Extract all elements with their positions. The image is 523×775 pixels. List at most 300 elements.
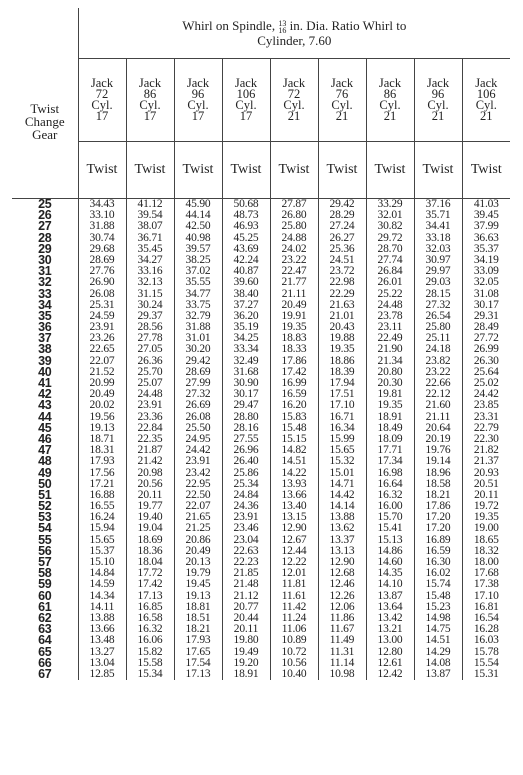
twist-value: 25.07 (137, 377, 163, 389)
gear-value: 41 (38, 376, 52, 390)
twist-label: Twist (318, 142, 366, 199)
twist-value: 12.46 (329, 578, 355, 591)
twist-value: 29.68 (89, 242, 115, 255)
twist-value: 29.42 (329, 198, 355, 210)
twist-value: 13.93 (281, 477, 307, 490)
twist-value: 11.81 (281, 578, 307, 591)
column-header-8 (414, 59, 462, 142)
gear-value: 45 (38, 420, 52, 435)
twist-value: 15.83 (281, 410, 307, 423)
column-header-line: Jack (186, 76, 210, 90)
twist-value: 13.13 (329, 544, 355, 557)
twist-value: 45.90 (185, 198, 211, 210)
twist-value: 22.23 (233, 556, 259, 568)
twist-value: 28.16 (233, 421, 259, 434)
twist-value: 20.13 (185, 556, 211, 568)
twist-value: 44.14 (185, 209, 211, 222)
twist-value: 20.77 (233, 600, 259, 613)
twist-value: 19.81 (377, 388, 403, 401)
gear-value: 26 (38, 208, 52, 223)
twist-value: 15.48 (281, 421, 307, 434)
twist-value: 20.51 (473, 477, 499, 490)
twist-value: 21.01 (329, 309, 355, 322)
twist-value: 15.15 (281, 432, 307, 445)
twist-value: 41.03 (473, 198, 499, 210)
gear-value: 46 (38, 431, 52, 446)
twist-value: 14.82 (281, 444, 307, 457)
gear-value: 48 (38, 454, 52, 469)
twist-value: 23.04 (233, 533, 259, 546)
twist-value-column-5 (270, 199, 318, 681)
twist-value: 19.35 (329, 343, 355, 356)
twist-value: 11.31 (329, 645, 355, 658)
twist-value-column-9 (462, 199, 510, 681)
column-header-line: 17 (143, 109, 157, 123)
twist-value: 32.49 (233, 354, 259, 367)
twist-value: 20.11 (137, 488, 163, 501)
twist-value: 18.49 (377, 421, 403, 434)
twist-value: 23.31 (473, 410, 499, 423)
twist-value: 20.44 (233, 611, 259, 624)
gear-value: 35 (38, 308, 52, 323)
twist-value: 12.90 (329, 556, 355, 568)
twist-value: 18.09 (377, 432, 403, 445)
twist-value: 24.84 (233, 488, 259, 501)
twist-value: 26.36 (137, 354, 163, 367)
twist-value: 17.34 (377, 455, 403, 468)
gear-value: 62 (38, 610, 52, 625)
twist-value: 20.19 (425, 432, 451, 445)
twist-value: 14.98 (425, 611, 451, 624)
column-header-line: Jack (90, 76, 114, 90)
twist-value: 20.11 (233, 623, 259, 636)
twist-value: 15.54 (473, 656, 499, 669)
twist-value: 21.42 (137, 455, 163, 468)
twist-value: 20.02 (89, 399, 115, 412)
twist-value: 28.69 (185, 365, 211, 378)
twist-value: 18.91 (377, 410, 403, 423)
column-header-line: Cyl. (283, 98, 305, 112)
column-header-7 (366, 59, 414, 142)
twist-value: 32.03 (425, 242, 451, 255)
column-header-line: Cyl. (139, 98, 161, 112)
gear-value: 28 (38, 230, 52, 245)
twist-value: 18.96 (425, 466, 451, 479)
gear-value: 54 (38, 521, 52, 536)
twist-value: 13.15 (281, 511, 307, 524)
twist-value: 32.01 (377, 209, 403, 222)
twist-value: 29.47 (233, 399, 259, 412)
twist-value: 16.54 (473, 611, 499, 624)
twist-value: 22.66 (425, 377, 451, 389)
gear-value: 43 (38, 398, 52, 413)
twist-value: 18.21 (425, 488, 451, 501)
twist-value: 12.67 (281, 533, 307, 546)
twist-value: 13.37 (329, 533, 355, 546)
twist-value: 18.32 (473, 544, 499, 557)
twist-value: 20.49 (185, 544, 211, 557)
twist-value: 19.00 (473, 522, 499, 535)
twist-value: 14.34 (89, 589, 115, 602)
gear-value: 66 (38, 655, 52, 670)
twist-value: 30.82 (377, 220, 403, 233)
twist-value: 21.34 (377, 354, 403, 367)
twist-value: 16.03 (473, 634, 499, 647)
twist-value: 30.24 (137, 298, 163, 311)
twist-value: 37.16 (425, 198, 451, 210)
twist-value: 35.19 (233, 321, 259, 334)
gear-value: 59 (38, 577, 52, 592)
twist-value: 16.85 (137, 600, 163, 613)
column-header-line: 106 (236, 87, 256, 101)
twist-value: 20.43 (329, 321, 355, 334)
twist-value: 35.45 (137, 242, 163, 255)
twist-value: 28.49 (473, 321, 499, 334)
twist-value: 20.11 (474, 488, 499, 501)
twist-value: 18.04 (137, 556, 163, 568)
twist-value: 32.05 (473, 276, 499, 289)
gear-value: 30 (38, 252, 52, 267)
twist-value: 25.64 (473, 365, 499, 378)
twist-value: 33.09 (473, 265, 499, 278)
gear-value: 53 (38, 510, 52, 525)
twist-value: 24.48 (377, 298, 403, 311)
twist-value: 14.10 (377, 578, 403, 591)
twist-value: 18.51 (185, 611, 211, 624)
twist-value-column-7 (366, 199, 414, 681)
column-header-line: 21 (480, 109, 493, 123)
twist-value: 16.55 (89, 500, 115, 513)
twist-value: 26.08 (89, 287, 115, 300)
twist-value: 10.40 (281, 667, 307, 680)
twist-value: 17.86 (281, 354, 307, 367)
twist-value: 33.34 (233, 343, 259, 356)
twist-value: 31.15 (137, 287, 163, 300)
twist-value: 18.00 (473, 556, 499, 568)
twist-value: 38.40 (233, 287, 259, 300)
twist-value: 20.49 (281, 298, 307, 311)
column-header-line: 21 (431, 109, 445, 123)
gear-value: 57 (38, 555, 52, 569)
column-header-line: 17 (191, 109, 205, 123)
twist-value: 13.64 (377, 600, 403, 613)
twist-label-row (12, 142, 510, 199)
twist-value: 24.95 (185, 432, 211, 445)
twist-value: 17.94 (329, 377, 355, 389)
gear-value: 64 (38, 633, 52, 648)
column-header-line: Cyl. (91, 98, 113, 112)
twist-value: 22.98 (329, 276, 355, 289)
twist-value: 36.20 (233, 309, 259, 322)
twist-value: 16.88 (89, 488, 115, 501)
twist-value: 10.72 (281, 645, 307, 658)
twist-value: 14.60 (377, 556, 403, 568)
twist-value: 31.68 (233, 365, 259, 378)
column-header-line: Jack (475, 76, 498, 90)
twist-value: 21.87 (137, 444, 163, 457)
twist-value: 18.81 (185, 600, 211, 613)
column-header-line: 72 (95, 87, 109, 101)
twist-value: 20.99 (89, 377, 115, 389)
gear-column (12, 199, 78, 681)
twist-value: 38.25 (185, 253, 211, 266)
twist-value: 33.75 (185, 298, 211, 311)
twist-value: 28.69 (89, 253, 115, 266)
gear-value: 63 (38, 622, 52, 637)
twist-value: 19.14 (425, 455, 451, 468)
column-header-line: Jack (378, 76, 402, 90)
twist-value: 27.55 (233, 432, 259, 445)
twist-value: 14.14 (329, 500, 355, 513)
column-header-line: 21 (287, 109, 301, 123)
twist-value: 35.71 (425, 209, 451, 222)
twist-value: 27.24 (329, 220, 355, 233)
twist-value: 34.19 (473, 253, 499, 266)
twist-value: 19.04 (137, 522, 163, 535)
twist-value: 37.27 (233, 298, 259, 311)
twist-value: 26.30 (473, 354, 499, 367)
column-header-line: Cyl. (427, 98, 449, 112)
twist-value: 42.24 (233, 253, 259, 266)
twist-value: 22.63 (233, 544, 259, 557)
fraction-denominator: 16 (278, 26, 287, 35)
twist-value: 15.94 (89, 522, 115, 535)
column-header-line: 17 (95, 109, 109, 123)
twist-value: 11.86 (329, 611, 355, 624)
twist-value: 31.08 (473, 287, 499, 300)
twist-value: 36.63 (473, 231, 499, 244)
twist-value: 28.70 (377, 242, 403, 255)
twist-value: 26.08 (185, 410, 211, 423)
twist-value: 22.35 (137, 432, 163, 445)
twist-value: 32.13 (137, 276, 163, 289)
twist-value: 24.59 (89, 309, 115, 322)
twist-value: 15.32 (329, 455, 355, 468)
twist-value: 25.34 (233, 477, 259, 490)
twist-value: 12.42 (377, 667, 403, 680)
twist-value: 14.11 (89, 600, 115, 613)
twist-value: 34.25 (233, 332, 259, 345)
twist-value: 17.13 (185, 667, 211, 680)
twist-value: 12.90 (281, 522, 307, 535)
twist-value: 16.20 (281, 399, 307, 412)
twist-value: 12.01 (281, 567, 307, 580)
twist-value: 26.90 (89, 276, 115, 289)
twist-value: 15.99 (329, 432, 355, 445)
twist-value: 17.56 (89, 466, 115, 479)
twist-value: 29.97 (425, 265, 451, 278)
twist-value: 25.02 (473, 377, 499, 389)
twist-value: 22.50 (185, 488, 211, 501)
gear-value: 31 (38, 264, 52, 279)
twist-value: 33.29 (377, 198, 403, 210)
twist-value-column-2 (126, 199, 174, 681)
twist-value: 13.00 (377, 634, 403, 647)
column-header-line: Cyl. (331, 98, 353, 112)
twist-value: 16.98 (377, 466, 403, 479)
twist-value: 16.71 (329, 410, 355, 423)
gear-value: 42 (38, 387, 52, 402)
twist-value: 34.77 (185, 287, 211, 300)
twist-value: 20.86 (185, 533, 211, 546)
column-header-line: Cyl. (379, 98, 401, 112)
column-header-line: Jack (330, 76, 354, 90)
twist-value: 26.27 (329, 231, 355, 244)
gear-value: 40 (38, 364, 52, 379)
twist-value: 14.42 (329, 488, 355, 501)
gear-value: 32 (38, 275, 52, 290)
twist-value: 19.35 (473, 511, 499, 524)
twist-value-column-6 (318, 199, 366, 681)
column-header-line: Jack (426, 76, 450, 90)
gear-value: 51 (38, 487, 52, 502)
twist-value: 10.89 (281, 634, 307, 647)
twist-value: 19.35 (377, 399, 403, 412)
twist-value: 17.42 (281, 365, 307, 378)
column-header-3 (174, 59, 222, 142)
twist-change-gear-header (12, 8, 78, 199)
twist-value: 20.64 (425, 421, 451, 434)
twist-value: 29.03 (425, 276, 451, 289)
twist-value: 15.10 (89, 556, 115, 568)
twist-value: 24.18 (425, 343, 451, 356)
twist-value: 31.01 (185, 332, 211, 345)
twist-value: 22.47 (281, 265, 307, 278)
header-change-word: Change (24, 113, 65, 129)
twist-value: 25.22 (377, 287, 403, 300)
gear-value: 38 (38, 342, 52, 357)
twist-value: 21.11 (281, 287, 307, 300)
twist-value: 13.40 (281, 500, 307, 513)
twist-value: 14.35 (377, 567, 403, 580)
gear-value: 37 (38, 331, 52, 346)
gear-value: 67 (38, 666, 52, 681)
twist-value: 19.72 (473, 500, 499, 513)
header-cylinder-ratio: Cylinder, 7.60 (257, 33, 332, 48)
twist-value: 11.67 (329, 623, 355, 636)
twist-value: 29.37 (137, 309, 163, 322)
twist-value: 17.68 (473, 567, 499, 580)
twist-value: 16.02 (425, 567, 451, 580)
gear-value: 36 (38, 320, 52, 335)
twist-value: 17.86 (425, 500, 451, 513)
twist-value: 27.87 (281, 198, 307, 210)
twist-value: 27.99 (185, 377, 211, 389)
twist-value: 19.79 (185, 567, 211, 580)
twist-value: 18.71 (89, 432, 115, 445)
gear-value: 25 (38, 197, 52, 211)
twist-value: 19.91 (281, 309, 307, 322)
twist-value: 22.07 (185, 500, 211, 513)
twist-value: 19.76 (425, 444, 451, 457)
twist-value: 25.86 (233, 466, 259, 479)
twist-value: 24.42 (185, 444, 211, 457)
twist-value: 12.44 (281, 544, 307, 557)
twist-value: 27.74 (377, 253, 403, 266)
twist-value: 15.48 (425, 589, 451, 602)
twist-value: 16.89 (425, 533, 451, 546)
twist-value: 24.48 (137, 388, 163, 401)
twist-value: 28.15 (425, 287, 451, 300)
twist-value: 15.37 (89, 544, 115, 557)
twist-value: 18.58 (425, 477, 451, 490)
twist-value: 11.42 (281, 600, 307, 613)
twist-value: 21.11 (425, 410, 451, 423)
twist-value: 14.59 (89, 578, 115, 591)
column-header-1 (78, 59, 126, 142)
twist-value: 23.46 (233, 522, 259, 535)
twist-value: 16.28 (473, 623, 499, 636)
twist-value: 17.51 (329, 388, 355, 401)
twist-value: 15.34 (137, 667, 163, 680)
twist-value: 16.32 (137, 623, 163, 636)
twist-value: 14.71 (329, 477, 355, 490)
column-header-5 (270, 59, 318, 142)
twist-value: 18.31 (89, 444, 115, 457)
twist-value: 36.71 (137, 231, 163, 244)
twist-value: 29.42 (185, 354, 211, 367)
twist-value: 39.45 (473, 209, 499, 222)
twist-value: 22.30 (473, 432, 499, 445)
twist-value: 17.20 (425, 511, 451, 524)
twist-value: 43.69 (233, 242, 259, 255)
twist-value: 16.59 (425, 544, 451, 557)
twist-value: 23.85 (473, 399, 499, 412)
twist-value: 22.07 (89, 354, 115, 367)
column-header-line: Jack (138, 76, 162, 90)
twist-value: 17.20 (425, 522, 451, 535)
twist-value: 20.80 (377, 365, 403, 378)
column-header-line: Cyl. (235, 98, 257, 112)
column-header-line: Cyl. (187, 98, 209, 112)
twist-value: 38.07 (137, 220, 163, 233)
twist-value: 19.56 (89, 410, 115, 423)
twist-label: Twist (222, 142, 270, 199)
twist-value: 19.45 (185, 578, 211, 591)
gear-value: 52 (38, 499, 52, 514)
twist-value: 28.56 (137, 321, 163, 334)
gear-value: 39 (38, 353, 52, 368)
twist-label: Twist (270, 142, 318, 199)
header-whirl-text-b: in. Dia. Ratio Whirl to (289, 17, 407, 33)
twist-label: Twist (462, 142, 510, 199)
column-header-2 (126, 59, 174, 142)
twist-value: 13.27 (89, 645, 115, 658)
twist-value: 13.87 (377, 589, 403, 602)
twist-value: 27.72 (473, 332, 499, 345)
twist-value: 14.22 (281, 466, 307, 479)
twist-value: 10.98 (329, 667, 355, 680)
twist-value: 33.18 (425, 231, 451, 244)
twist-value: 30.17 (473, 298, 499, 311)
twist-value: 31.88 (89, 220, 115, 233)
twist-value: 42.50 (185, 220, 211, 233)
twist-value: 23.78 (377, 309, 403, 322)
twist-value: 18.65 (473, 533, 499, 546)
twist-value: 25.36 (329, 242, 355, 255)
twist-value: 21.60 (425, 399, 451, 412)
twist-value: 14.08 (425, 656, 451, 669)
twist-value: 25.70 (137, 365, 163, 378)
twist-value: 21.65 (185, 511, 211, 524)
twist-value: 11.06 (281, 623, 307, 636)
column-header-6 (318, 59, 366, 142)
twist-value: 26.69 (185, 399, 211, 412)
twist-value: 13.48 (89, 634, 115, 647)
twist-value: 17.71 (377, 444, 403, 457)
twist-value: 23.22 (425, 365, 451, 378)
twist-value: 22.49 (377, 332, 403, 345)
